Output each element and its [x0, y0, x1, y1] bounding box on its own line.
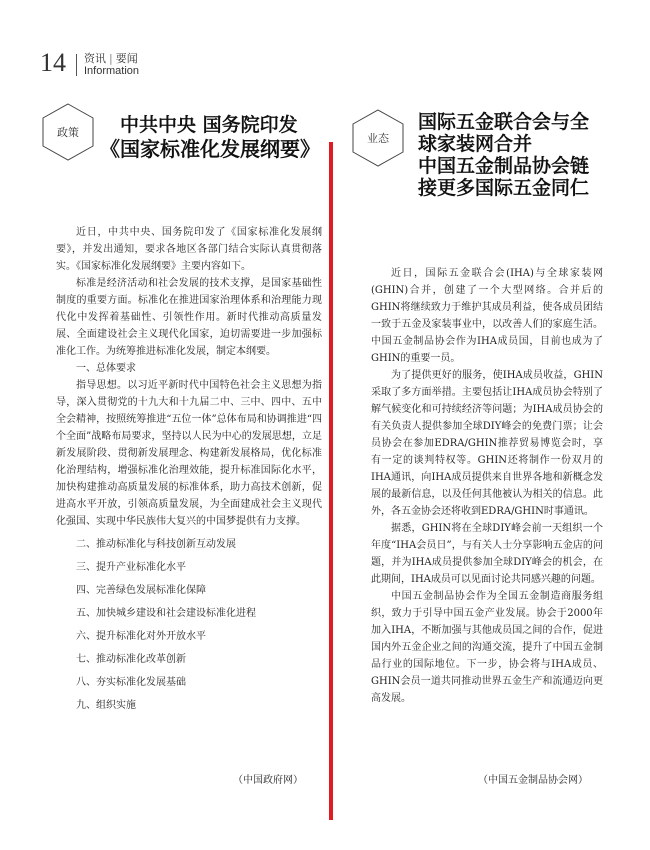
section-heading: 九、组织实施: [76, 700, 136, 711]
right-article-body: [371, 265, 603, 707]
policy-tag-hexagon: [42, 103, 94, 161]
section-heading: 七、推动标准化改革创新: [76, 654, 186, 665]
paragraph: 近日，中共中央、国务院印发了《国家标准化发展纲要》，并发出通知，要求各地区各部门结合实际认真贯彻落实。《国家标准化发展纲要》主要内容如下。: [56, 227, 322, 272]
column-divider-accent: [329, 142, 333, 820]
right-article-title-line: 接更多国际五金同仁: [418, 177, 590, 199]
section-label: [84, 52, 138, 65]
left-article-body: [56, 224, 322, 714]
industry-tag: 业态: [367, 132, 389, 145]
left-article-title-line2: 《国家标准化发展纲要》: [100, 137, 320, 161]
section-heading: 二、推动标准化与科技创新互动发展: [76, 539, 236, 550]
right-article-title-line: 中国五金制品协会链: [418, 155, 590, 177]
paragraph: 近日，国际五金联合会(IHA)与全球家装网(GHIN)合并，创建了一个大型网络。合并后的GHIN将继续致力于维护其成员利益，使各成员团结一致于五金及家装事业中，以改善人们的家庭生活。中国五金制品协会作为IHA成员国，目前也成为了GHIN的重要一员。: [371, 268, 603, 364]
right-article-source: （中国五金制品协会网）: [478, 775, 588, 786]
section-heading: 一、总体要求: [76, 363, 136, 374]
subsection-name: 要闻: [115, 52, 138, 65]
section-heading: 五、加快城乡建设和社会建设标准化进程: [76, 608, 256, 619]
industry-tag-hexagon: [352, 109, 404, 167]
right-article-title-line: 国际五金联合会与全: [418, 111, 590, 133]
paragraph: 据悉，GHIN将在全球DIY峰会前一天组织一个年度“IHA会员日”，与有关人士分享影响五金店的问题，并为IHA成员提供参加全球DIY峰会的机会，在此期间，IHA成员可以见面讨论共同感兴趣的问题。: [371, 523, 603, 585]
section-separator: |: [109, 52, 113, 65]
left-article-source: （中国政府网）: [233, 775, 303, 786]
section-heading: 四、完善绿色发展标准化保障: [76, 585, 206, 596]
section-name: 资讯: [84, 52, 106, 65]
paragraph: 为了提供更好的服务，使IHA成员收益，GHIN采取了多方面举措。主要包括让IHA成员协会特别了解气候变化和可持续经济等问题；为IHA成员协会的有关负责人提供参加全球DIY峰会的免费门票；让会员协会在参加EDRA/GHIN推荐贸易博览会时，享有一定的谈判特权等。GHIN还将制作一份双月的IHA通讯，向IHA成员提供来自世界各地和新概念发展的最新信息，以及任何其他被认为相关的信息。此外，各五金协会还将收到EDRA/GHIN时事通讯。: [371, 370, 603, 517]
paragraph: 指导思想。以习近平新时代中国特色社会主义思想为指导，深入贯彻党的十九大和十九届二中、三中、四中、五中全会精神，按照统筹推进“五位一体”总体布局和协调推进“四个全面”战略布局要求，坚持以人民为中心的发展思想，立足新发展阶段、贯彻新发展理念、构建新发展格局，优化标准化治理结构，增强标准化治理效能，提升标准国际化水平，加快构建推动高质量发展的标准体系，助力高技术创新，促进高水平开放，引领高质量发展，为全面建成社会主义现代化强国、实现中华民族伟大复兴的中国梦提供有力支撑。: [56, 380, 322, 527]
right-article-title-line: 球家装网合并: [418, 133, 533, 155]
section-english: Information: [84, 65, 140, 77]
section-heading: 三、提升产业标准化水平: [76, 562, 186, 573]
left-article-title-line1: 中共中央 国务院印发: [120, 114, 298, 136]
section-heading: 六、提升标准化对外开放水平: [76, 631, 206, 642]
right-article-title: [418, 111, 589, 199]
policy-tag: 政策: [57, 126, 79, 139]
page-number: 14: [40, 48, 66, 77]
header-divider: [76, 54, 77, 76]
paragraph: 中国五金制品协会作为全国五金制造商服务组织，致力于引导中国五金产业发展。协会于2000年加入IHA，不断加强与其他成员国之间的合作，促进国内外五金企业之间的沟通交流，提升了中国五金制品行业的国际地位。下一步，协会将与IHA成员、GHIN会员一道共同推动世界五金生产和流通迈向更高发展。: [371, 591, 603, 704]
section-heading: 八、夯实标准化发展基础: [76, 677, 186, 688]
paragraph: 标准是经济活动和社会发展的技术支撑，是国家基础性制度的重要方面。标准化在推进国家治理体系和治理能力现代化中发挥着基础性、引领性作用。新时代推动高质量发展、全面建设社会主义现代化国家，迫切需要进一步加强标准化工作。为统筹推进标准化发展，制定本纲要。: [56, 278, 322, 357]
